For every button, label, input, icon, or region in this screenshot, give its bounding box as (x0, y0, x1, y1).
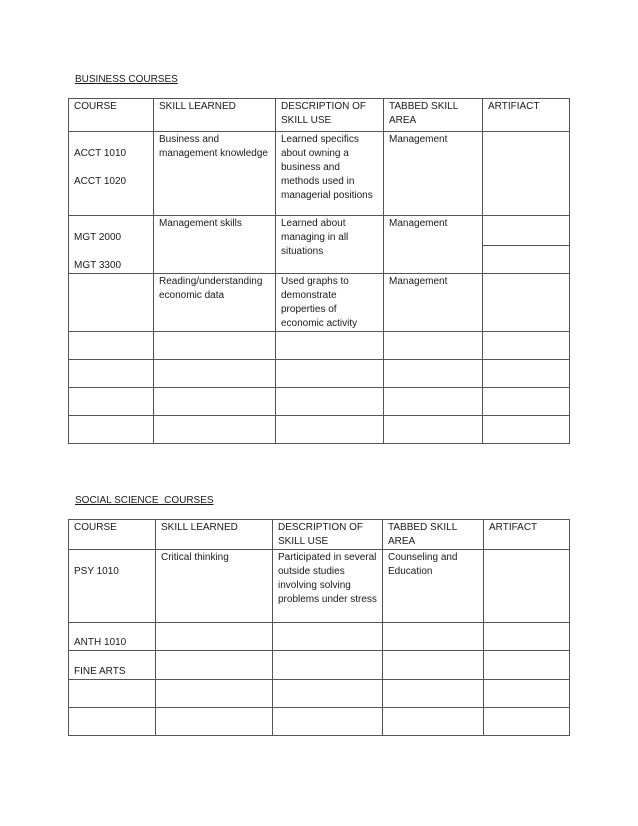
course-mgt-2000: MGT 2000 (74, 232, 122, 243)
header-tabbed-skill-area: TABBED SKILL AREA (383, 520, 484, 550)
table-row (69, 708, 570, 736)
empty-cell (483, 332, 570, 360)
table-row (69, 623, 570, 651)
artifact-cell (483, 132, 570, 216)
header-artifact: ARTIFIACT (483, 99, 570, 132)
course-acct-1010: ACCT 1010 (74, 148, 127, 159)
artifact-cell (483, 274, 570, 332)
artifact-cell (483, 246, 570, 274)
header-skill-learned: SKILL LEARNED (154, 99, 276, 132)
description-cell: Learned about managing in all situations (276, 216, 384, 274)
empty-cell (384, 332, 483, 360)
empty-cell (69, 332, 154, 360)
header-artifact: ARTIFACT (484, 520, 570, 550)
empty-cell (276, 388, 384, 416)
table-row (69, 680, 570, 708)
empty-cell (69, 388, 154, 416)
table-row (69, 360, 570, 388)
table-row (69, 550, 570, 623)
skill-cell: Reading/understanding economic data (154, 274, 276, 332)
description-cell: Participated in several outside studies involving solving problems under stress (273, 550, 383, 623)
empty-cell (156, 651, 273, 680)
empty-cell (384, 360, 483, 388)
header-course: COURSE (69, 520, 156, 550)
area-cell: Management (384, 216, 483, 274)
table-row (69, 332, 570, 360)
header-tabbed-skill-area: TABBED SKILL AREA (384, 99, 483, 132)
empty-cell (383, 623, 484, 651)
skill-cell: Management skills (154, 216, 276, 274)
empty-cell (69, 708, 156, 736)
empty-cell (276, 360, 384, 388)
area-cell: Management (384, 132, 483, 216)
table-header-row (69, 520, 570, 550)
empty-cell (273, 623, 383, 651)
header-description: DESCRIPTION OF SKILL USE (273, 520, 383, 550)
table-header-row (69, 99, 570, 132)
course-cell (69, 651, 156, 680)
table-row (69, 388, 570, 416)
social-science-courses-heading: SOCIAL SCIENCE COURSES (75, 495, 214, 506)
artifact-cell (484, 550, 570, 623)
empty-cell (484, 680, 570, 708)
social-science-courses-table (68, 519, 570, 736)
empty-cell (483, 416, 570, 444)
table-row (69, 416, 570, 444)
empty-cell (154, 332, 276, 360)
empty-cell (276, 332, 384, 360)
header-skill-learned: SKILL LEARNED (156, 520, 273, 550)
table-row (69, 216, 570, 246)
empty-cell (154, 360, 276, 388)
course-cell (69, 132, 154, 216)
empty-cell (483, 388, 570, 416)
course-cell (69, 550, 156, 623)
empty-cell (69, 360, 154, 388)
empty-cell (484, 623, 570, 651)
empty-cell (383, 708, 484, 736)
empty-cell (273, 651, 383, 680)
header-course: COURSE (69, 99, 154, 132)
course-cell (69, 623, 156, 651)
course-mgt-3300: MGT 3300 (74, 260, 122, 271)
empty-cell (156, 680, 273, 708)
table-row (69, 132, 570, 216)
artifact-cell (483, 216, 570, 246)
business-courses-heading: BUSINESS COURSES (75, 74, 178, 85)
table-row (69, 274, 570, 332)
empty-cell (483, 360, 570, 388)
empty-cell (154, 416, 276, 444)
course-fine-arts: FINE ARTS (74, 666, 126, 677)
empty-cell (383, 680, 484, 708)
empty-cell (154, 388, 276, 416)
skill-cell: Business and management knowledge (154, 132, 276, 216)
empty-cell (273, 708, 383, 736)
empty-cell (273, 680, 383, 708)
empty-cell (69, 680, 156, 708)
skill-cell: Critical thinking (156, 550, 273, 623)
business-courses-table (68, 98, 570, 444)
empty-cell (69, 416, 154, 444)
area-cell: Counseling and Education (383, 550, 484, 623)
description-cell: Used graphs to demonstrate properties of economic activity (276, 274, 384, 332)
course-cell (69, 216, 154, 274)
empty-cell (384, 388, 483, 416)
course-acct-1020: ACCT 1020 (74, 176, 127, 187)
area-cell: Management (384, 274, 483, 332)
course-cell (69, 274, 154, 332)
empty-cell (383, 651, 484, 680)
course-psy-1010: PSY 1010 (74, 566, 119, 577)
empty-cell (276, 416, 384, 444)
course-anth-1010: ANTH 1010 (74, 637, 127, 648)
empty-cell (484, 651, 570, 680)
empty-cell (156, 623, 273, 651)
table-row (69, 651, 570, 680)
empty-cell (156, 708, 273, 736)
empty-cell (484, 708, 570, 736)
description-cell: Learned specifics about owning a business and methods used in managerial positions (276, 132, 384, 216)
header-description: DESCRIPTION OF SKILL USE (276, 99, 384, 132)
empty-cell (384, 416, 483, 444)
